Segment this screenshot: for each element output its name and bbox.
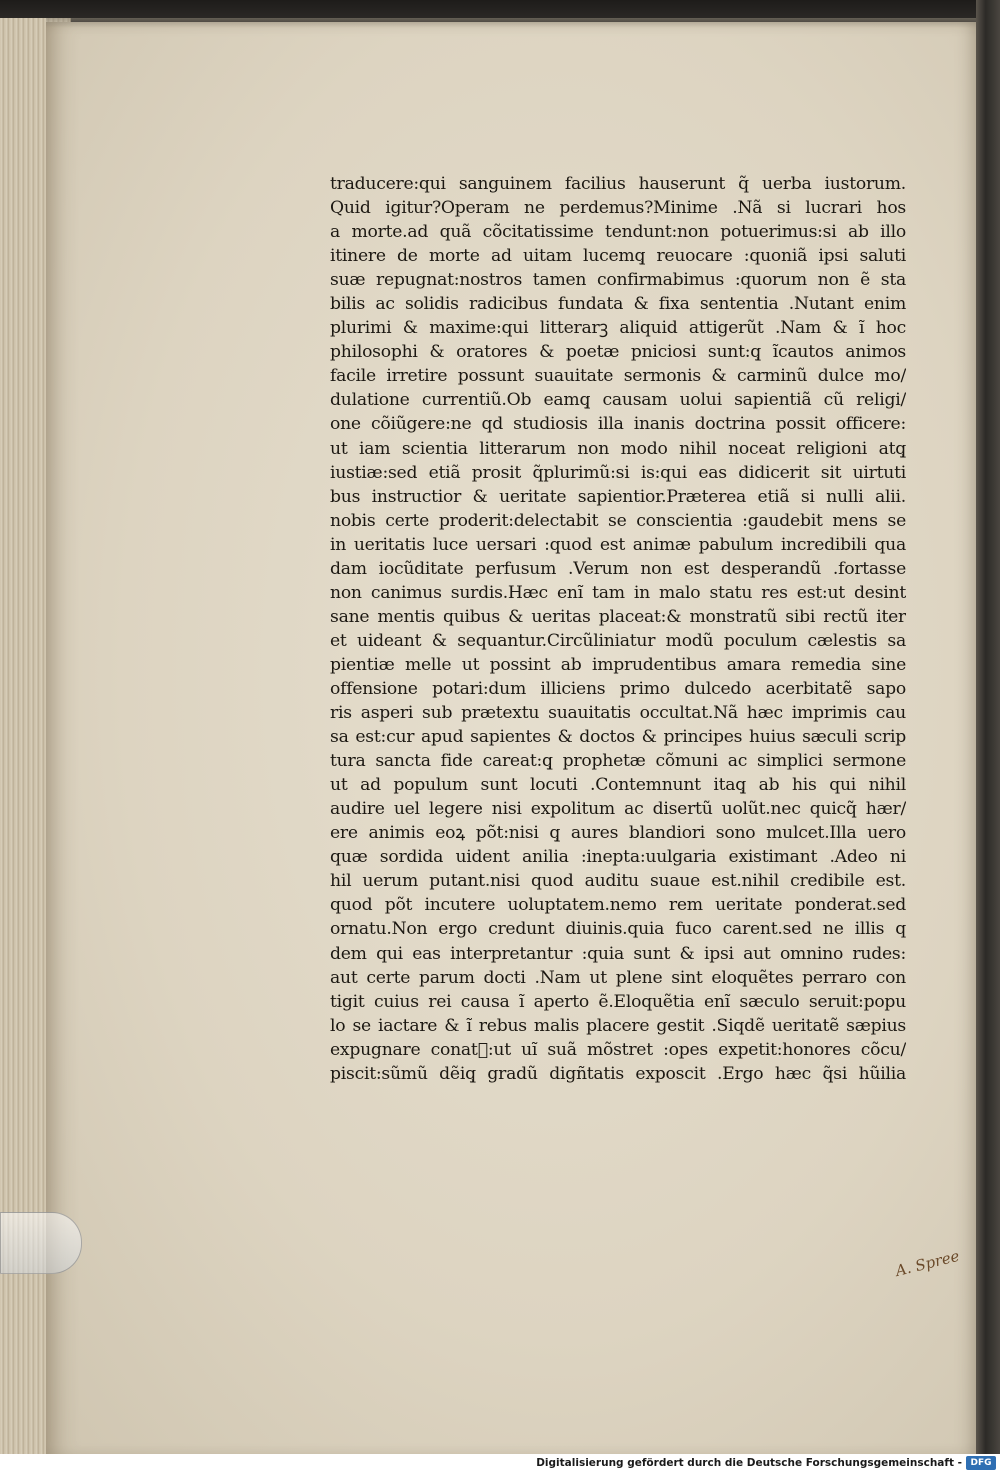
text-line: bilis ac solidis radicibus fundata & fixa sententia .Nutant enim xyxy=(330,294,906,315)
text-line: ut ad populum sunt locuti .Contemnunt itaq̧ ab his qui nihil xyxy=(330,775,906,796)
text-line: philosophi & oratores & poetæ pniciosi sunt:q̧ ĩcautos animos xyxy=(330,342,906,363)
text-line: dam iocũditate perfusum .Verum non est desperandũ .fortasse xyxy=(330,558,906,579)
text-line: facile irretire possunt suauitate sermonis & carminũ dulce mo/ xyxy=(330,366,906,387)
text-line: ornatu.Non ergo credunt diuinis.quia fuco carent.sed ne illis q xyxy=(330,919,906,940)
text-line: bus instructior & ueritate sapientior.Præterea etiã si nulli alii. xyxy=(330,486,906,507)
text-line: sa est:cur apud sapientes & doctos & principes huius sæculi scrip xyxy=(330,727,906,748)
text-line: a morte.ad quã cõcitatissime tendunt:non potuerimus:si ab illo xyxy=(330,222,906,243)
text-line: dulatione currentiũ.Ob eamq̧ causam uolui sapientiã cũ religi/ xyxy=(330,390,906,411)
text-line: et uideant & sequantur.Circũliniatur modũ poculum cælestis sa xyxy=(330,630,906,651)
text-line: lo se iactare & ĩ rebus malis placere gestit .Siqdẽ ueritatẽ sæpius xyxy=(330,1015,906,1036)
text-line: hil uerum putant.nisi quod auditu suaue est.nihil credibile est. xyxy=(330,871,906,892)
text-line: pientiæ melle ut possint ab imprudentibus amara remedia sine xyxy=(330,654,906,675)
text-line: itinere de morte ad uitam lucemq̧ reuocare :quoniã ipsi saluti xyxy=(330,246,906,267)
text-line: traducere:qui sanguinem facilius hauserunt q̃ uerba iustorum. xyxy=(330,174,906,194)
text-line: ris asperi sub prætextu suauitatis occultat.Nã hæc imprimis cau xyxy=(330,703,906,724)
dfg-logo: DFG xyxy=(966,1456,996,1470)
text-line: quæ sordida uident anilia :inepta:uulgaria existimant .Adeo ni xyxy=(330,847,906,868)
page-top-shadow xyxy=(46,18,976,28)
text-line: dem qui eas interpretantur :quia sunt & ipsi aut omnino rudes: xyxy=(330,943,906,964)
text-line: offensione potari:dum illiciens primo dulcedo acerbitatẽ sapo xyxy=(330,678,906,699)
page-clip xyxy=(0,1212,82,1274)
funding-credit: Digitalisierung gefördert durch die Deutsche Forschungsgemeinschaft - xyxy=(536,1457,962,1469)
text-line: tura sancta fide careat:q̧ prophetæ cõmuni ac simplici sermone xyxy=(330,751,906,772)
text-line: suæ repugnat:nostros tamen confirmabimus :quorum non ẽ sta xyxy=(330,270,906,291)
text-line: ere animis eoꝝ põt:nisi q̧ aures blandiori sono mulcet.Illa uero xyxy=(330,823,906,844)
main-text-block xyxy=(330,172,906,1086)
text-line: piscit:sũmũ dẽiq̧ gradũ digñtatis exposcit .Ergo hæc q̃si hũilia xyxy=(330,1063,906,1084)
text-line: tigit cuius rei causa ĩ aperto ẽ.Eloquẽtia enĩ sæculo seruit:popu xyxy=(330,991,906,1012)
text-line: quod põt incutere uoluptatem.nemo rem ueritate ponderat.sed xyxy=(330,895,906,916)
text-line: iustiæ:sed etiã prosit q̃plurimũ:si is:qui eas didicerit sit uirtuti xyxy=(330,462,906,483)
handwritten-annotation: A. Spree xyxy=(893,1246,962,1280)
text-line: nobis certe proderit:delectabit se conscientia :gaudebit mens se xyxy=(330,510,906,531)
text-line: aut certe parum docti .Nam ut plene sint eloquẽtes perraro con xyxy=(330,967,906,988)
text-line: one cõiũgere:ne qd studiosis illa inanis doctrina possit officere: xyxy=(330,414,906,435)
text-line: in ueritatis luce uersari :quod est animæ pabulum incredibili qua xyxy=(330,534,906,555)
binding-gutter xyxy=(976,0,1000,1472)
text-line: expugnare conatᷣ:ut uĩ suã mõstret :opes expetit:honores cõcu/ xyxy=(330,1039,906,1060)
text-line: ut iam scientia litterarum non modo nihil noceat religioni atq̧ xyxy=(330,438,906,459)
text-line: non canimus surdis.Hæc enĩ tam in malo statu res est:ut desint xyxy=(330,582,906,603)
text-line: plurimi & maxime:qui litterarꝫ aliquid attigerũt .Nam & ĩ hoc xyxy=(330,318,906,339)
text-line: audire uel legere nisi expolitum ac disertũ uolũt.nec quicq̃ hær/ xyxy=(330,799,906,820)
text-line: sane mentis quibus & ueritas placeat:& monstratũ sibi rectũ iter xyxy=(330,606,906,627)
text-line: Quid igitur?Operam ne perdemus?Minime .Nã si lucrari hos xyxy=(330,198,906,219)
